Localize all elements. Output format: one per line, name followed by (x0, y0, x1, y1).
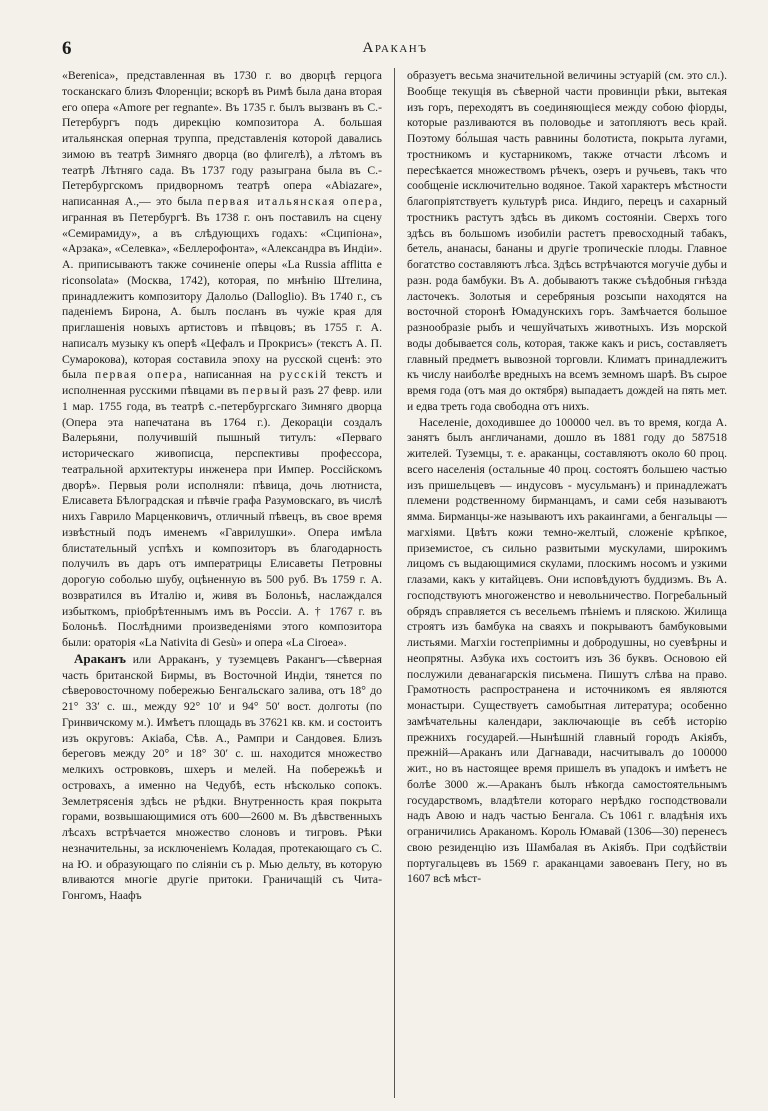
entry-arakan (62, 651, 382, 904)
paragraph-geography: образуетъ весьма значительной величины эстуарій (см. это сл.). Вообще текущія въ сѣверной части провинціи рѣки, вытекая изъ горъ, переходятъ въ соединяющіеся между собою фіорды, которые разливаются въ половодье и затопляютъ весь край. Поэтому бо́льшая часть равнины болотиста, покрыта лугами, тростникомъ и кустарникомъ, также отчасти лѣсомъ и пересѣкается множествомъ рѣчекъ, озеръ и ручьевъ, такъ что сообщеніе исключительно водяное. Такой характеръ мѣстности благопріятствуетъ культурѣ риса. Индиго, перецъ и сахарный тростникъ растутъ здѣсь въ дикомъ состояніи. Сверхъ того здѣсь въ большомъ изобиліи растетъ превосходный табакъ, бетель, ананасы, бананы и другіе тропическіе плоды. Главное богатство составляютъ лѣса. Здѣсь встрѣчаются могучіе дубы и разн. рода бамбуки. Въ А. добываютъ также съѣдобныя гнѣзда ласточекъ. Золотыя и серебряныя розсыпи находятся на восточной сторонѣ Юмадунскихъ горъ. Замѣчается большое разнообразіе рыбъ и чешуйчатыхъ животныхъ. Изъ морской воды добывается соль, которая, также какъ и рисъ, составляетъ главный предметъ вывозной торговли. Климатъ принадлежитъ къ числу наиболѣе вредныхъ на всемъ земномъ шарѣ. Въ сырое время года (отъ мая до октября) выпадаетъ дождей на пять мет. и едва треть года свободна отъ нихъ. (407, 69, 727, 413)
emphasized-text: первый (242, 384, 289, 397)
page-header (62, 38, 728, 62)
text-run: текстъ и исполненная русскими пѣвцами въ (62, 368, 382, 397)
entry-headword: Араканъ (74, 650, 126, 666)
text-columns (62, 68, 730, 1098)
paragraph-population: Населеніе, доходившее до 100000 чел. въ то время, когда А. занятъ былъ англичанами, дошло въ 1881 году до 587518 жителей. Туземцы, т. е. араканцы, составляютъ около 60 проц. всего населенія (остальные 40 проц. состоятъ большею частью изъ пришельцевъ — индусовъ - мусульманъ) и принадлежатъ племени родственному бирманцамъ, и сами себя называютъ ямма. Бирманцы-же называютъ ихъ ракаингами, а бенгальцы — магхіями. Цвѣтъ кожи темно-желтый, сложеніе крѣпкое, приземистое, съ сильно развитыми мускулами, широкимъ лицомъ съ выдающимися скулами, плоскимъ носомъ и узкими глазами, какъ у китайцевъ. Они исповѣдуютъ буддизмъ. Въ А. господствуютъ многоженство и невольничество. Погребальный обрядъ справляется съ весельемъ пѣніемъ и пляскою. Жилища строятъ изъ бамбука на сваяхъ и покрываютъ бамбуковыми листьями. Магхіи гостепріимны и добродушны, но суевѣрны и неопрятны. Азбука ихъ состоитъ изъ 36 буквъ. Основою ей послужили деванагарскія письмена. Пишутъ слѣва на право. Грамотность распространена и источникомъ ея являются монастыри. Существуетъ самобытная литература; особенно замѣчательны календари, заключающіе въ себѣ исторію прежнихъ государей.—Нынѣшній главный городъ Акіябъ, прежній—Араканъ или Дагнавади, насчитывалъ до 100000 жит., но въ настоящее время пришелъ въ упадокъ и имѣетъ не болѣе 3000 ж.—Араканъ былъ нѣкогда самостоятельнымъ государствомъ, владѣтели котораго нерѣдко господствовали надъ Авою и надъ частью Бенгала. Съ 1061 г. владѣнія ихъ ограничились Араканомъ. Король Юмавай (1306—30) перенесъ свою резиденцію изъ Шамбалая въ Акіябъ. При содѣйствіи португальцевъ въ 1569 г. араканцами завоеванъ Пегу, но въ 1607 всѣ мѣст- (407, 415, 727, 886)
running-title: Араканъ (362, 40, 428, 56)
text-run: , написанная на (183, 368, 280, 382)
page-number: 6 (62, 38, 72, 59)
emphasized-text: первая итальянская опера (207, 195, 380, 208)
text-run: разъ 27 февр. или 1 мар. 1755 года, въ театрѣ с.-петербургскаго Зимняго дворца (Опера эта напечатана въ 1764 г.). Декораціи создалъ Валерьяни, получившій пышный титулъ: «Перваго историческаго живописца, перспективы профессора, театральной архитектуры инженера при Импер. Россійскомъ дворѣ». Первыя роли исполняли: пѣвица, дочь лютниста, Елисавета Бѣлоградская и пѣвчіе графа Разумовскаго, въ числѣ нихъ Гаврило Марценковичъ, отличный пѣвецъ, въ свое время извѣстный подъ именемъ «Гаврилушки». Опера имѣла блистательный успѣхъ и композиторъ въ благодарность получилъ въ даръ отъ императрицы Елисаветы Петровны дорогую соболью шубу, оцѣненную въ 500 руб. Въ 1759 г. А. возвратился въ Италію и, живя въ Болоньѣ, наслаждался избыткомъ, пріобрѣтеннымъ имъ въ Россіи. А. † 1767 г. въ Болоньѣ. Послѣдними произведеніями этого композитора были: ораторія «La Nativita di Gesù» и опера «La Ciroea». (62, 384, 382, 649)
emphasized-text: первая опера (94, 368, 184, 382)
right-column (395, 68, 727, 1098)
text-run: «Berenica», представленная въ 1730 г. во дворцѣ герцога тосканскаго близъ Флоренціи; вскорѣ въ Римѣ была дана вторая его опера «Amore per regnante». Въ 1735 г. былъ вызванъ въ С.-Петербургъ подъ дирекцію композитора А. большая итальянская оперная труппа, представленія которой давались зимою въ театрѣ Зимняго дворца (во флигелѣ), а лѣтомъ въ театрѣ Лѣтняго сада. Въ 1737 году разыграна была въ С.-Петербургскомъ придворномъ театрѣ опера «Abiazare», написанная А.,— это была (62, 69, 382, 208)
emphasized-text: русскій (279, 368, 328, 382)
left-column (62, 68, 395, 1098)
text-run: , игранная въ Петербургѣ. Въ 1738 г. онъ поставилъ на сцену «Семирамиду», а въ слѣдующихъ годахъ: «Сципіона», «Арзака», «Селевка», «Беллерофонта», «Александра въ Индіи». А. приписываютъ также сочиненіе оперы «La Russia afflitta e riconsolata» (Москва, 1742), которая, по мнѣнію Штелина, принадлежитъ композитору Далольо (Dalloglio). Въ 1740 г., съ паденіемъ Бирона, А. былъ посланъ въ чужіе края для приглашенія новыхъ артистовъ и пѣвцовъ; въ 1755 г. А. написалъ музыку къ оперѣ «Цефалъ и Прокрисъ» (текстъ А. П. Сумарокова), которая составила эпоху на русской сценѣ: это была (62, 195, 382, 382)
entry-text: или Арраканъ, у туземцевъ Ракангъ—сѣверная часть британской Бирмы, въ Восточной Индіи, тянется по сѣверовосточному побережью Бенгальскаго залива, отъ 18° до 21° 33′ с. ш., между 92° 10′ и 94° 50′ вост. долготы (по Гринвичскому м.). Имѣетъ площадь въ 37621 кв. км. и состоитъ изъ округовъ: Акіаба, Сѣв. А., Рампри и Сандовея. Близъ береговъ между 20° и 18° 30′ с. ш. находится множество мелкихъ островковъ, шхеръ и мелей. На побережьѣ и островахъ, а именно на Чедубѣ, есть нѣсколько сопокъ. Землетрясенія здѣсь не рѣдки. Внутренность края покрыта горами, возвышающимися отъ 600—2600 м. Въ дѣвственныхъ лѣсахъ встрѣчается множество слоновъ и тигровъ. Рѣки незначительны, за исключеніемъ Коладая, протекающаго съ С. на Ю. и образующаго по сліяніи съ р. Мью дельту, въ которую вливаются многіе другіе притоки. Граничащій съ Чита-Гонгомъ, Наафъ (62, 652, 382, 902)
paragraph-opera-history (62, 68, 382, 651)
